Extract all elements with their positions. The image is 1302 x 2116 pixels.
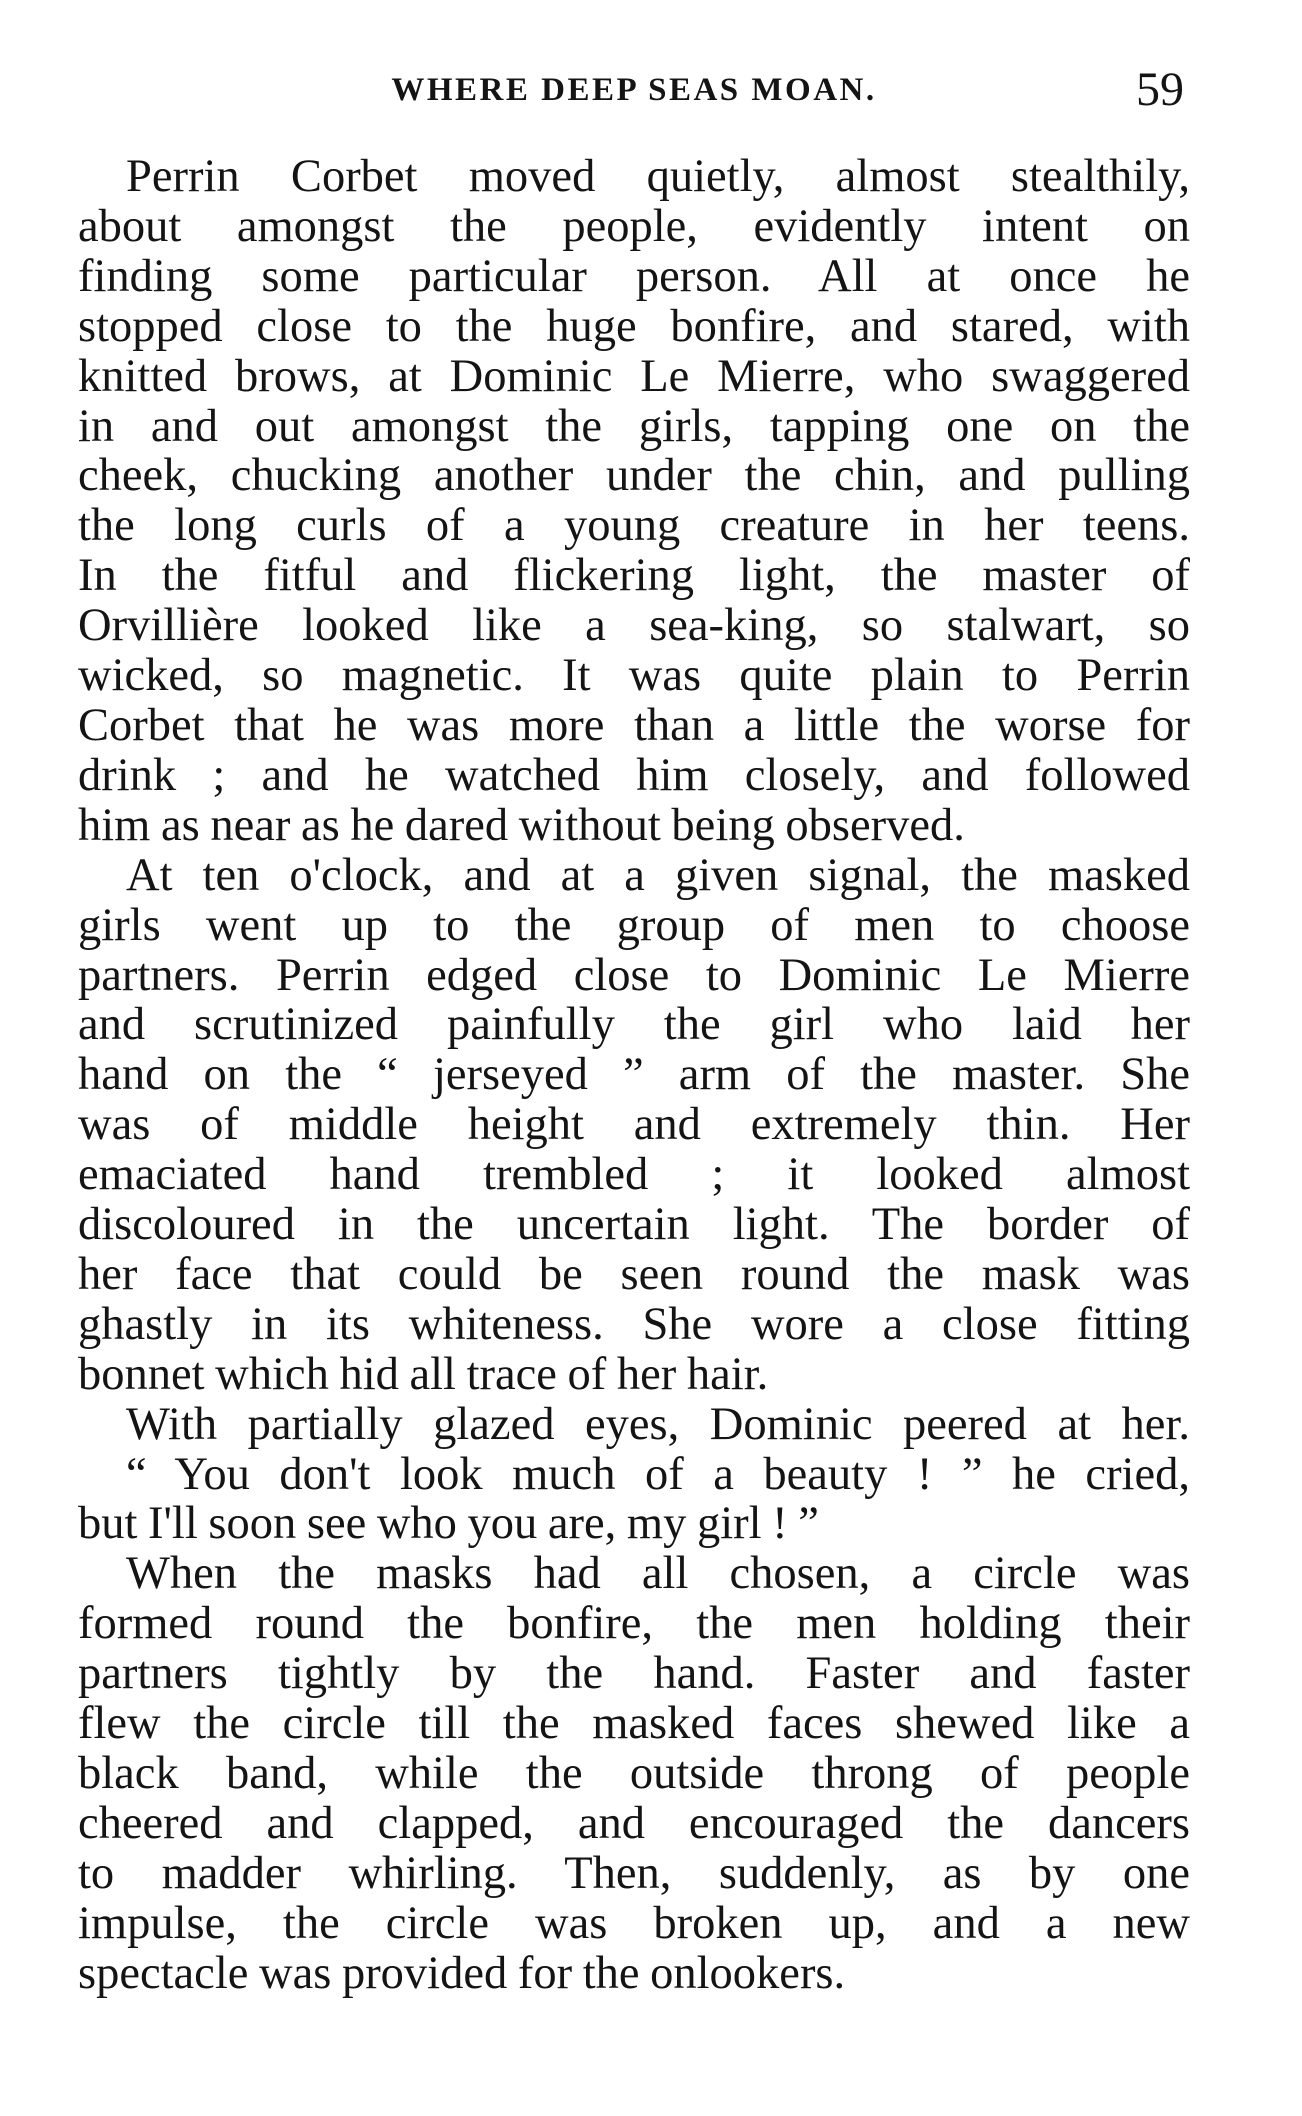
text-line: drink ; and he watched him closely, and followed (78, 749, 1190, 801)
text-line: was of middle height and extremely thin. Her (78, 1099, 1190, 1151)
text-line: discoloured in the uncertain light. The border of (78, 1199, 1190, 1251)
page-number: 59 (1136, 63, 1184, 116)
text-line: Corbet that he was more than a little the worse for (78, 699, 1190, 751)
text-line: and scrutinized painfully the girl who laid her (78, 999, 1190, 1051)
text-line: ghastly in its whiteness. She wore a close fitting (78, 1298, 1190, 1350)
text-line: cheered and clapped, and encouraged the dancers (78, 1797, 1190, 1849)
text-line: cheek, chucking another under the chin, and pulling (78, 450, 1190, 502)
text-line: bonnet which hid all trace of her hair. (78, 1348, 769, 1400)
text-line: Perrin Corbet moved quietly, almost stealthily, (126, 151, 1190, 202)
text-line: emaciated hand trembled ; it looked almost (78, 1149, 1190, 1201)
text-line: hand on the “ jerseyed ” arm of the master. She (78, 1049, 1190, 1101)
paragraph (78, 1549, 1190, 1998)
text-line: “ You don't look much of a beauty ! ” he cried, (126, 1448, 1190, 1500)
text-line: partners. Perrin edged close to Dominic Le Mierre (78, 949, 1190, 1001)
text-line: formed round the bonfire, the men holding their (78, 1598, 1190, 1650)
text-line: At ten o'clock, and at a given signal, the masked (126, 849, 1190, 901)
body-text (78, 152, 1190, 1999)
text-line: flew the circle till the masked faces shewed like a (78, 1698, 1190, 1750)
text-line: about amongst the people, evidently intent on (78, 200, 1190, 252)
text-line: knitted brows, at Dominic Le Mierre, who swaggered (78, 350, 1190, 402)
running-title: WHERE DEEP SEAS MOAN. (391, 72, 877, 108)
running-head (78, 60, 1190, 120)
text-line: In the fitful and flickering light, the master of (78, 550, 1190, 602)
text-line: but I'll soon see who you are, my girl ! ” (78, 1498, 819, 1550)
paragraph (78, 1450, 1190, 1550)
paragraph (78, 152, 1190, 851)
text-line: partners tightly by the hand. Faster and faster (78, 1648, 1190, 1700)
text-line: impulse, the circle was broken up, and a new (78, 1897, 1190, 1949)
paragraph (78, 1400, 1190, 1450)
text-line: wicked, so magnetic. It was quite plain to Perrin (78, 650, 1190, 702)
text-line: stopped close to the huge bonfire, and stared, with (78, 300, 1190, 352)
text-line: in and out amongst the girls, tapping one on the (78, 400, 1190, 452)
text-line: finding some particular person. All at once he (78, 250, 1190, 302)
text-line: to madder whirling. Then, suddenly, as by one (78, 1847, 1190, 1899)
text-line: With partially glazed eyes, Dominic peered at her. (126, 1398, 1190, 1450)
text-line: the long curls of a young creature in her teens. (78, 500, 1190, 552)
paragraph (78, 851, 1190, 1400)
text-line: him as near as he dared without being observed. (78, 799, 965, 851)
text-line: her face that could be seen round the mask was (78, 1248, 1190, 1300)
text-line: spectacle was provided for the onlookers. (78, 1947, 846, 1999)
text-line: girls went up to the group of men to choose (78, 899, 1190, 951)
text-line: Orvillière looked like a sea-king, so stalwart, so (78, 600, 1190, 652)
text-line: When the masks had all chosen, a circle was (126, 1548, 1190, 1600)
text-line: black band, while the outside throng of people (78, 1748, 1190, 1799)
